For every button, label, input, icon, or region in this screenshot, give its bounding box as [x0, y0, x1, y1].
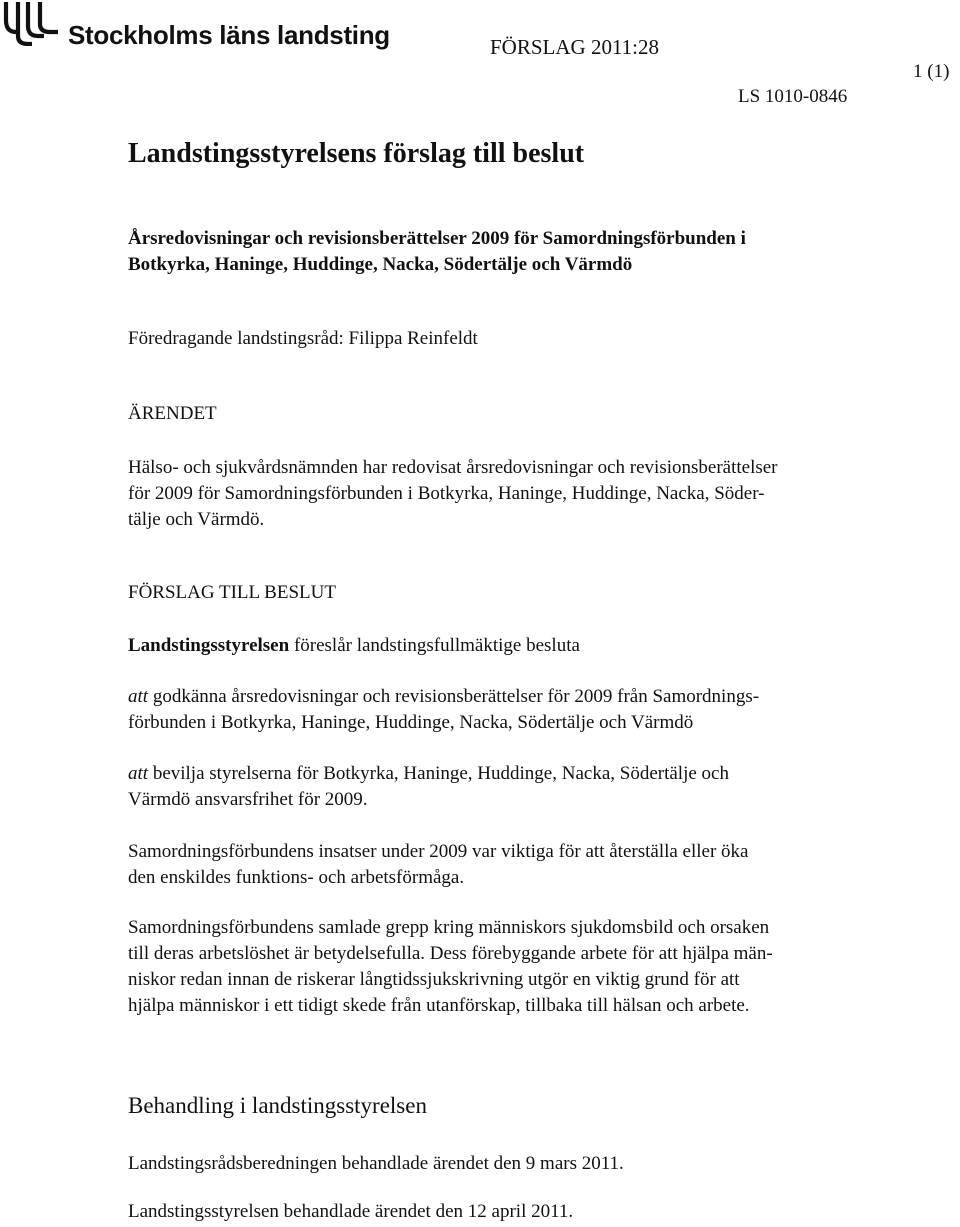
intro-bold: Landstingsstyrelsen — [128, 635, 290, 656]
subject-heading — [128, 226, 746, 278]
paragraph-2 — [128, 915, 773, 1019]
page-number: 1 (1) — [913, 61, 950, 82]
att-clause-2 — [128, 761, 729, 813]
section-heading: ÄRENDET — [128, 403, 217, 424]
intro-rest: föreslår landstingsfullmäktige besluta — [289, 635, 580, 656]
arendet-body — [128, 455, 778, 533]
behandling-line-2 — [128, 1199, 573, 1225]
subject-line: Botkyrka, Haninge, Huddinge, Nacka, Södertälje och Värmdö — [128, 254, 633, 275]
text-line: till deras arbetslöshet är betydelsefulla. Dess förebyggande arbete för att hjälpa män- — [128, 943, 773, 964]
text-line: Hälso- och sjukvårdsnämnden har redovisat årsredovisningar och revisionsberättelser — [128, 457, 778, 478]
presenter-text: Föredragande landstingsråd: Filippa Reinfeldt — [128, 328, 478, 349]
text-line: Samordningsförbundens insatser under 2009 var viktiga för att återställa eller öka — [128, 841, 749, 862]
document-label: FÖRSLAG 2011:28 — [490, 35, 659, 59]
text-line: niskor redan innan de riskerar långtidssjukskrivning utgör en viktig grund för att — [128, 969, 740, 990]
text-line: tälje och Värmdö. — [128, 509, 265, 530]
text-line: Landstingsstyrelsen behandlade ärendet den 12 april 2011. — [128, 1201, 574, 1222]
text-line: för 2009 för Samordningsförbunden i Botkyrka, Haninge, Huddinge, Nacka, Söder- — [128, 483, 765, 504]
arendet-heading — [128, 401, 217, 427]
att-word: att — [128, 763, 149, 784]
text-line: Landstingsrådsberedningen behandlade ärendet den 9 mars 2011. — [128, 1153, 624, 1174]
paragraph-1 — [128, 839, 749, 891]
section-heading: FÖRSLAG TILL BESLUT — [128, 582, 336, 603]
att-word: att — [128, 686, 149, 707]
org-name: Stockholms läns landsting — [68, 20, 390, 50]
sll-logo-icon — [2, 2, 62, 46]
behandling-heading: Behandling i landstingsstyrelsen — [128, 1093, 427, 1118]
forslag-intro — [128, 633, 580, 659]
forslag-heading — [128, 580, 336, 606]
text-line: Samordningsförbundens samlade grepp kring människors sjukdomsbild och orsaken — [128, 917, 770, 938]
presenter-line — [128, 326, 478, 352]
att-text: Värmdö ansvarsfrihet för 2009. — [128, 789, 368, 810]
diarienummer: LS 1010-0846 — [738, 86, 848, 107]
att-text: bevilja styrelserna för Botkyrka, Haninge, Huddinge, Nacka, Södertälje och — [148, 763, 729, 784]
text-line: den enskildes funktions- och arbetsförmåga. — [128, 867, 465, 888]
att-clause-1 — [128, 684, 759, 736]
att-text: förbunden i Botkyrka, Haninge, Huddinge, Nacka, Södertälje och Värmdö — [128, 712, 694, 733]
att-text: godkänna årsredovisningar och revisionsberättelser för 2009 från Samordnings- — [148, 686, 760, 707]
subject-line: Årsredovisningar och revisionsberättelser 2009 för Samordningsförbunden i — [128, 228, 746, 249]
text-line: hjälpa människor i ett tidigt skede från utanförskap, tillbaka till hälsan och arbete. — [128, 995, 750, 1016]
page-title: Landstingsstyrelsens förslag till beslut — [128, 138, 585, 169]
behandling-line-1 — [128, 1151, 624, 1177]
